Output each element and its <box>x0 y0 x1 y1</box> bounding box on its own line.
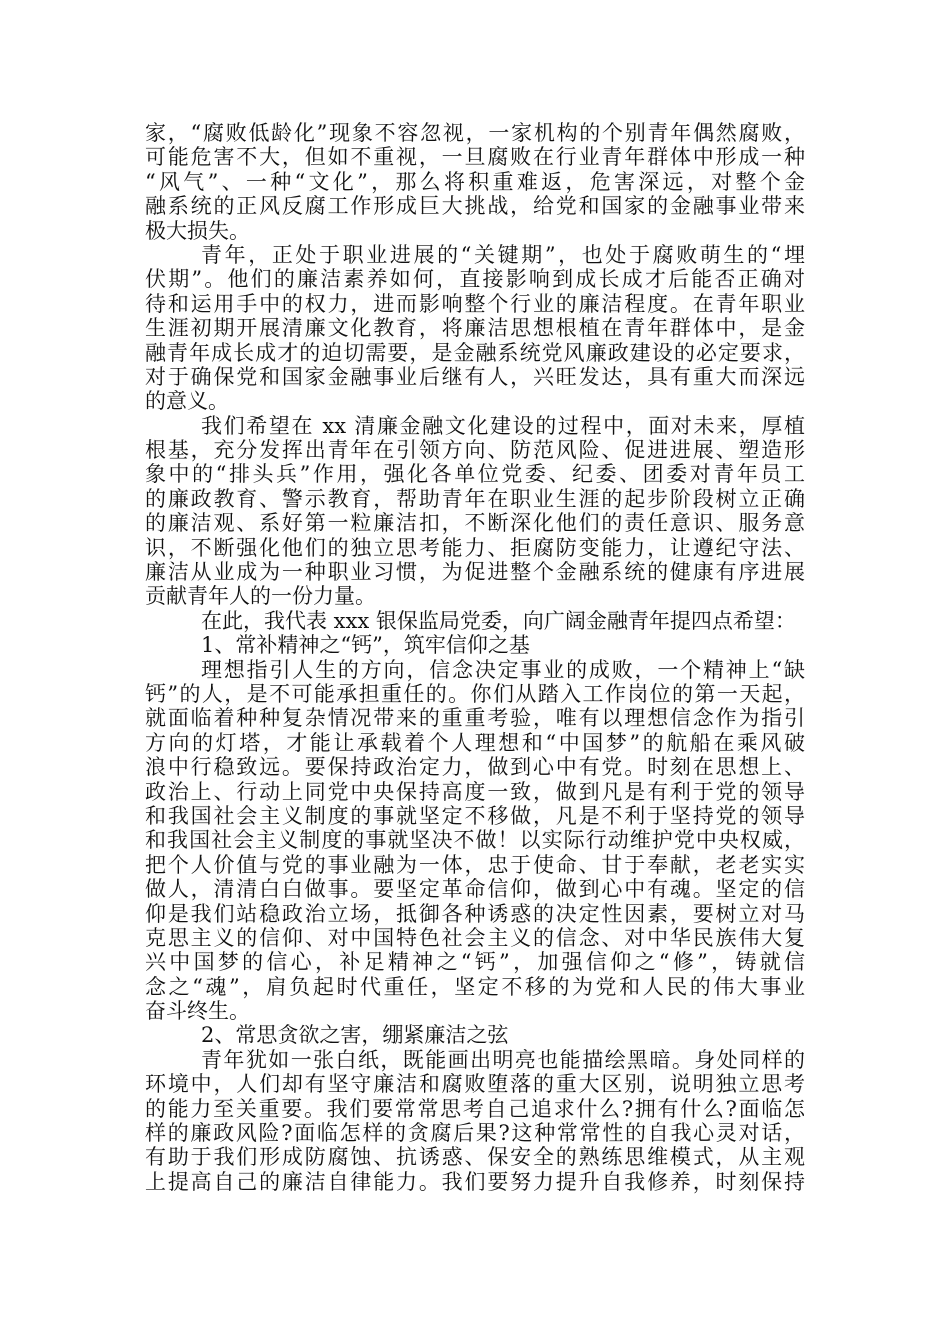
text-line: 的廉洁观、系好第一粒廉洁扣，不断深化他们的责任意识、服务意 <box>145 511 805 536</box>
text-line: 钙”的人，是不可能承担重任的。你们从踏入工作岗位的第一天起， <box>145 681 805 706</box>
text-line: 根基，充分发挥出青年在引领方向、防范风险、促进进展、塑造形 <box>145 438 805 463</box>
text-line: 伏期”。他们的廉洁素养如何，直接影响到成长成才后能否正确对 <box>145 267 805 292</box>
text-line: 家，“腐败低龄化”现象不容忽视，一家机构的个别青年偶然腐败， <box>145 121 805 145</box>
text-line: 环境中，人们却有坚守廉洁和腐败堕落的重大区别，说明独立思考 <box>145 1072 805 1097</box>
text-line: 克思主义的信仰、对中国特色社会主义的信念、对中华民族伟大复 <box>145 925 805 950</box>
text-line: 念之“魂”，肩负起时代重任，坚定不移的为党和人民的伟大事业 <box>145 974 805 999</box>
text-line: 上提高自己的廉洁自律能力。我们要努力提升自我修养，时刻保持 <box>145 1169 805 1194</box>
text-line: 廉洁从业成为一种职业习惯，为促进整个金融系统的健康有序进展 <box>145 560 805 585</box>
text-line: 的廉政教育、警示教育，帮助青年在职业生涯的起步阶段树立正确 <box>145 486 805 511</box>
text-line: 浪中行稳致远。要保持政治定力，做到心中有党。时刻在思想上、 <box>145 755 805 780</box>
text-line: 融青年成长成才的迫切需要，是金融系统党风廉政建设的必定要求， <box>145 340 805 365</box>
text-line: 的意义。 <box>145 389 229 414</box>
text-line: 极大损失。 <box>145 218 250 243</box>
text-line: 仰是我们站稳政治立场，抵御各种诱惑的决定性因素，要树立对马 <box>145 901 805 926</box>
document-page <box>145 121 805 1194</box>
text-line: 把个人价值与党的事业融为一体，忠于使命、甘于奉献，老老实实 <box>145 852 805 877</box>
text-line: 和我国社会主义制度的事就坚定不移做，凡是不利于坚持党的领导 <box>145 803 805 828</box>
text-line: 待和运用手中的权力，进而影响整个行业的廉洁程度。在青年职业 <box>145 291 805 316</box>
text-line: 奋斗终生。 <box>145 999 250 1024</box>
text-line: 政治上、行动上同党中央保持高度一致，做到凡是有利于党的领导 <box>145 779 805 804</box>
text-line: 的能力至关重要。我们要常常思考自己追求什么?拥有什么?面临怎 <box>145 1096 805 1121</box>
text-line: 生涯初期开展清廉文化教育，将廉洁思想根植在青年群体中，是金 <box>145 316 805 341</box>
text-line: 做人，清清白白做事。要坚定革命信仰，做到心中有魂。坚定的信 <box>145 877 805 902</box>
text-line: 可能危害不大，但如不重视，一旦腐败在行业青年群体中形成一种 <box>145 145 805 170</box>
section-heading: 2、常思贪欲之害，绷紧廉洁之弦 <box>201 1023 509 1048</box>
paragraph-first-line: 青年犹如一张白纸，既能画出明亮也能描绘黑暗。身处同样的 <box>201 1047 805 1072</box>
text-line: 贡献青年人的一份力量。 <box>145 584 376 609</box>
text-line: 识，不断强化他们的独立思考能力、拒腐防变能力，让遵纪守法、 <box>145 535 805 560</box>
text-line: 样的廉政风险?面临怎样的贪腐后果?这种常常性的自我心灵对话， <box>145 1121 805 1146</box>
text-line: 方向的灯塔，才能让承载着个人理想和“中国梦”的航船在乘风破 <box>145 730 805 755</box>
text-line: 和我国社会主义制度的事就坚决不做！以实际行动维护党中央权威， <box>145 828 805 853</box>
paragraph-first-line: 青年，正处于职业进展的“关键期”，也处于腐败萌生的“埋 <box>201 242 805 267</box>
text-line: 象中的“排头兵”作用，强化各单位党委、纪委、团委对青年员工 <box>145 462 805 487</box>
text-line: 兴中国梦的信心，补足精神之“钙”，加强信仰之“修”，铸就信 <box>145 950 805 975</box>
paragraph-first-line: 我们希望在 xx 清廉金融文化建设的过程中，面对未来，厚植 <box>201 413 805 438</box>
paragraph-first-line: 理想指引人生的方向，信念决定事业的成败，一个精神上“缺 <box>201 657 805 682</box>
text-line: 就面临着种种复杂情况带来的重重考验，唯有以理想信念作为指引 <box>145 706 805 731</box>
text-line: 融系统的正风反腐工作形成巨大挑战，给党和国家的金融事业带来 <box>145 194 805 219</box>
section-heading: 1、常补精神之“钙”，筑牢信仰之基 <box>201 633 530 658</box>
text-line: “风气”、一种“文化”，那么将积重难返，危害深远，对整个金 <box>145 169 805 194</box>
paragraph-first-line: 在此，我代表 xxx 银保监局党委，向广阔金融青年提四点希望： <box>201 608 796 633</box>
text-line: 对于确保党和国家金融事业后继有人，兴旺发达，具有重大而深远 <box>145 364 805 389</box>
text-line: 有助于我们形成防腐蚀、抗诱惑、保安全的熟练思维模式，从主观 <box>145 1145 805 1170</box>
